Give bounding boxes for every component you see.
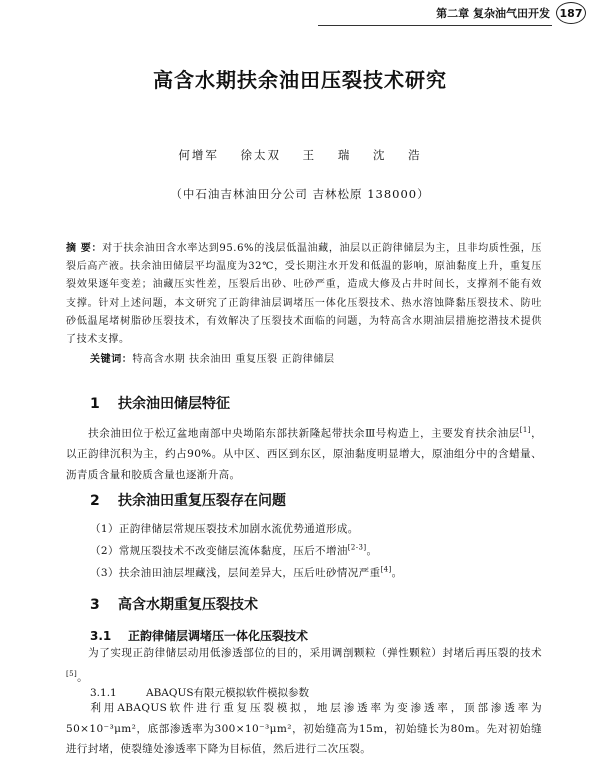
keywords-label: 关键词： (90, 354, 133, 365)
citation: [2-3] (347, 543, 367, 552)
list-item: （2）常规压裂技术不改变储层流体黏度，压后不增油[2-3]。 (90, 543, 378, 557)
section-heading-2 (90, 490, 286, 510)
list-item: （1）正韵律储层常规压裂技术加剧水流优势通道形成。 (90, 523, 359, 535)
header-rule (318, 25, 552, 26)
section-1-paragraph: 扶余油田位于松辽盆地南部中央坳陷东部扶新隆起带扶余Ⅲ号构造上，主要发育扶余油层[1]，以正韵律沉积为主，约占90%。从中区、西区到东区，原油黏度明显增大，原油组分中的含蜡量、沥青质含量和胶质含量也逐渐升高。 (66, 426, 542, 481)
subsection-3-1-1-paragraph: 利用ABAQUS软件进行重复压裂模拟，地层渗透率为变渗透率，顶部渗透率为50×10⁻³μm²，底部渗透率为300×10⁻³μm²，初始缝高为15m，初始缝长为80m。先对初始缝进行封堵，使裂缝处渗透率下降为目标值，然后进行二次压裂。 (66, 702, 542, 756)
citation: [4] (380, 565, 392, 574)
abstract-text: 对于扶余油田含水率达到95.6%的浅层低温油藏，油层以正韵律储层为主，且非均质性强，压裂后高产液。扶余油田储层平均温度为32℃，受长期注水开发和低温的影响，原油黏度上升，重复压裂效果逐年变差；油藏压实性差，压裂后出砂、吐砂严重，造成大修及占井时间长，支撑剂不能有效支撑。针对上述问题，本文研究了正韵律油层调堵压一体化压裂技术、热水溶蚀降黏压裂技术、防吐砂低温尾堵树脂砂压裂技术，有效解决了压裂技术面临的问题，为特高含水期油层措施挖潜技术提供了技术支撑。 (66, 243, 542, 346)
subsection-heading-3-1 (90, 627, 308, 644)
subsection-number: 3.1 (90, 629, 112, 643)
section-title: 高含水期重复压裂技术 (118, 597, 258, 613)
subsection-title: ABAQUS有限元模拟软件模拟参数 (146, 687, 310, 699)
citation: [1] (519, 426, 531, 434)
abstract (66, 240, 542, 349)
subsection-number: 3.1.1 (90, 687, 117, 699)
list-item: （3）扶余油田油层埋藏浅，层间差异大，压后吐砂情况严重[4]。 (90, 565, 403, 579)
paper-title: 高含水期扶余油田压裂技术研究 (153, 68, 447, 92)
page-number: 187 (556, 2, 586, 24)
running-header (436, 2, 586, 24)
subsection-title: 正韵律储层调堵压一体化压裂技术 (128, 629, 309, 643)
keywords (90, 350, 542, 365)
section-title: 扶余油田重复压裂存在问题 (118, 493, 286, 509)
author-list: 何增军 徐太双 王 瑞 沈 浩 (178, 148, 422, 162)
citation: [5] (66, 669, 78, 678)
section-number: 2 (90, 493, 100, 509)
chapter-title: 第二章 复杂油气田开发 (436, 7, 550, 20)
section-heading-3 (90, 594, 258, 614)
abstract-label: 摘 要： (66, 243, 103, 254)
section-heading-1 (90, 393, 230, 413)
section-number: 1 (90, 396, 100, 412)
keywords-text: 特高含水期 扶余油田 重复压裂 正韵律储层 (132, 354, 335, 365)
subsection-3-1-paragraph: 为了实现正韵律储层动用低渗透部位的目的，采用调剖颗粒（弹性颗粒）封堵后再压裂的技术[5]。 (66, 647, 542, 684)
affiliation: （中石油吉林油田分公司 吉林松原 138000） (170, 187, 430, 201)
section-number: 3 (90, 597, 100, 613)
section-title: 扶余油田储层特征 (118, 396, 230, 412)
